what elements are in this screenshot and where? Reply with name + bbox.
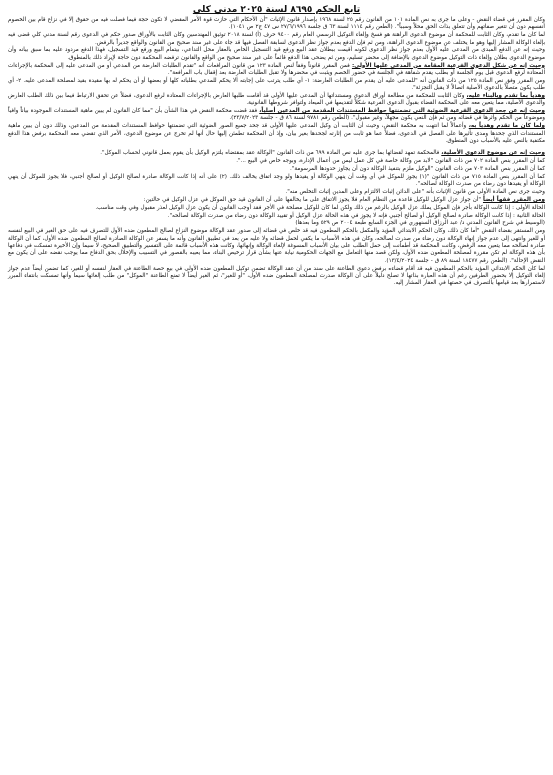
paragraph-text: (الوسيط في شرح القانون المدني د/ عبد الرزاق السنهوري في الجزء السابع طبعة ٢٠٠٤ ص ٥٢٩ وما بعدها) [295,220,545,227]
paragraph-text: وكان الثابت للمحكمة من مطالعة أوراق الدعوى ومستنداتها أن المدعى عليها الأولى قد أقامت طلبها العارض بالإجراءات المعتادة لرفع الدعوى، فضلاً عن تحقق الارتباط فيما بين ذلك الطلب العارض والدعوى الأصلية، مما يتعين معه على المحكمة القضاء بقبول الدعوى الفرعية شكلاً لتقديمها في الميعاد ولتوافر شروطها القانونية. [8,92,545,107]
paragraph [8,189,545,196]
paragraph [8,108,545,123]
paragraph [8,158,545,165]
paragraph-text: فمن المقرر قانوناً وفقاً لنص المادة ١٢٣ من قانون المرافعات أنه "تقدم الطلبات العارضة من المدعي أو من المدعى عليه إلى المحكمة بالإجراءات المعتادة لرفع الدعوى قبل يوم الجلسة أو بطلب يقدم شفاهة في الجلسة في حضور الخصم ويثبت في محضرها ولا تقبل الطلبات العارضة بعد إقفال باب المرافعة". [8,62,545,76]
paragraph [8,197,545,204]
paragraph-heading: ومن المقرر فقهاً أيضاً [482,196,545,203]
paragraph-text: الحالة الأولى : إذا كانت الوكالة بأجر فإن الموكل يملك عزل الوكيل بالرغم من ذلك ولكن لما كان للوكيل مصلحة في الأجر فقد أوجب القانون أن يكون عزل الوكيل لعذر مقبول وفي وقت مناسب. [95,204,545,211]
paragraph-text: فالمحكمة تمهد لقضائها بما جرى عليه نص المادة ٦٩٩ من ذات القانون "الوكالة عقد بمقتضاه يلتزم الوكيل بأن يقوم بعمل قانوني لحساب الموكل". [100,150,442,157]
paragraph-text: وأعمالاً لما انتهت به محكمة النقض، وحيث أن الثابت أن وكيل المدعى عليها الأولى قد جحد جميع الصور الضوئية التي تضمنتها حوافظ المستندات المقدمة من المدعين، وذلك دون أن يبين ماهية المستندات الذي جحدها ومدى تأثيرها على الفصل في الدعوى، فضلاً عما هو ثابت من إثارته لجحدها بغير بيان، وإذ أن المحكمة تطمئن إليها حال أنها لم تخرج عن موضوع الدعوى، الأمر الذي تقضي معه المحكمة برفض هذا الدفع مكتفية بالنص عليه بالأسباب دون المنطوق. [8,123,545,144]
paragraph-heading: وحيث إنه عن جحد الدعوى الفرعية الضوئية التي تضمنتها حوافظ المستندات المقدمة من المدعين أصلياً، [259,108,545,115]
paragraph-text: ومن المقرر وفق نص المادة ١٢٥ من ذات القانون أنه "للمدعى عليه أن يقدم من الطلبات العارضة: ١- أي طلب يترتب على إجابته ألا يحكم للمدعي بطلباته كلها أو بعضها أو أن يحكم له بها مقيدة بقيد لمصلحة المدعى عليه. ٢- أي طلب يكون متصلاً بالدعوى الأصلية اتصالاً لا يقبل التجزئة". [8,77,545,92]
paragraph [8,63,545,78]
paragraph-text: لما كان ما تقدم، وكان الثابت للمحكمة أن موضوع الدعوى الراهنة هو فسخ وإلغاء التوكيل الرسمي العام رقم ٩٤٠٠ حرف (أ) لسنة ٢٠١٨ توثيق المهندسين وكان الثابت بالأوراق صدور حكم في الدعوى رقم لسنة مدني كلي قضى فيه بإلغاء الوكالة المشار إليها وهو ما يختلف عن موضوع الدعوى الراهنة، ومن ثم فإن الدفع بعدم جواز نظر الدعوى لسابقة الفصل فيها قد جاء على غير سند صحيح من القانون والواقع جديراً بالرفض. [8,32,545,46]
paragraph-text: الحالة الثانية : إذا كانت الوكالة صادرة لصالح الوكيل أو لصالح أجنبي فإنه لا يجوز في هذه الحالة عزل الوكيل أو تقييد الوكالة دون رضاء من صدرت الوكالة لصالحه". [167,212,545,219]
paragraph [8,32,545,47]
paragraph-text: وكان المقرر في قضاء النقض - وعلى ما جرى به نص المادة ١٠١ من القانون رقم ٢٥ لسنة ١٩٦٨ بإصدار قانون الإثبات "أن الأحكام التي حازت قوة الأمر المقضي لا تكون حجة فيما فصلت فيه من حقوق إلا في نزاع قام بين الخصوم أنفسهم دون أن تتغير صفاتهم وأن تتعلق بذات الحق محلاً وسبباً". (الطعن رقم ١١١٤ لسنة ٦٣ ق جلسة ٢٧/٦/١٩٩٦ س ٤٧ ج٢ ص ١٠٤١). [8,17,545,31]
paragraph-text: لما كان الحكم الابتدائي المؤيد بالحكم المطعون فيه قد أقام قضاءه برفض دعوى الطاعنة على سند من أن عقد الوكالة تضمن توكيل المطعون ضده الأولى في بيع حصة الطاعنة في العقار لنفسه أو للغير، كما تضمن أيضاً عدم جواز إلغاء التوكيل إلا بحضور الطرفين رغم أن هذه العبارة بذاتها لا تصلح دليلاً على أن الوكالة صدرت لمصلحة المطعون ضده الأول، "أو للغير"، ثم الغير أيضاً لا تمنع الطاعنة "الموكل" من طلب إلغائها سيما وأنها تمسكت بانتفاء المبرر لاستمرارها بعد قيامها بالتصرف في حصتها في العقار المشار إليه. [8,265,545,287]
paragraph [8,17,545,32]
paragraph [8,205,545,212]
paragraph [8,47,545,62]
paragraph [8,228,545,265]
paragraph-heading: ولما كان ما تقدم وهدياً به، [468,123,546,130]
paragraph-text: كما أن المقرر بنص المادة ٧٠٣ من ذات القانون "الوكيل ملزم بتنفيذ الوكالة دون أن يجاوز حدودها المرسومة". [290,166,545,173]
paragraph [8,266,545,288]
paragraph [8,93,545,108]
paragraph [8,166,545,173]
paragraph [8,150,545,157]
paragraph-text: "أن جواز عزل الوكيل للوكيل قاعدة من النظام العام فلا يجوز الاتفاق على ما يخالفها على أن القانون قيد حق الموكل في عزل الوكيل في حالتين: [143,196,483,203]
paragraph-heading: وحيث إنه عن شكل الدعوى الفرعية المقامة من المدعى عليها الأولى: [351,62,545,69]
paragraph [8,174,545,189]
paragraph-text: وحيث إنه عن الدفع المبدى من المدعى عليه الأول بعدم جواز نظر الدعوى لكونه أقيمت ببطلان عقد البيع ورفع قيد التسجيل الخاص بالعقار محل التداعي، بيتمام البيع ورفع قيد التسجيل، فهذا الدفع مردود عليه بما سبق بيانه وأن موضوع الدعوى بطلان وإلغاء ذات التوكيل موضوع الدعوى بالإضافة إلى محضر تسليم، ومن ثم يضحى هذا الدفع قائماً على غير سند صحيح من الواقع والقانون ترفضه المحكمة دون حاجة لإيراد ذلك بالمنطوق. [8,47,545,61]
paragraph-heading: وهدياً بما تقدم وبالبناء عليه، [466,92,545,99]
paragraph-heading: وحيث إنه عن موضوع الدعوى الأصلية، [441,150,545,157]
paragraph-text: كما أن المقرر بنص المادة ٧١٥ من ذات القانون "(١) يجوز للموكل في أي وقت أن ينهي الوكالة أو يقيدها ولو وجد اتفاق يخالف ذلك. (٢) على أنه إذا كانت الوكالة صادرة لصالح الوكيل أو لصالح أجنبي، فلا يجوز للموكل أن ينهي الوكالة أو يقيدها دون رضاء من صدرت الوكالة لصالحه". [8,173,545,188]
paragraph-text: فقد قضت محكمة النقض في هذا الشأن بأن "مما كان القانون لم يبين ماهية المستندات الموجودة بياناً وافياً وموضوعاً من الحكم وأثرها في قضائه ومن ثم فإن النعي يكون مجهلاً، وغير مقبول". (الطعن رقم ٩٧٨١ لسنة ٨٦ ق - جلسة ٢٣/٧/٢٠٢٣). [8,108,545,122]
paragraph-text: كما أن المقرر بنص المادة ٧٠٢ من ذات القانون "لابد من وكالة خاصة في كل عمل ليس من أعمال الإدارة، وبوجه خاص في البيع ...". [236,158,545,165]
paragraph-text: وحيث جرى نص المادة الأولى من قانون الإثبات بأنه "على الدائن إثبات الالتزام وعلى المدين إثبات التخلص منه". [285,189,545,196]
paragraph [8,213,545,220]
paragraph-text: ومن المستقر بقضاء النقض "أما كان ذلك، وكان الحكم الابتدائي المؤيد والمكمل بالحكم المطعون فيه قد خلص في قضائه إلى صدور عقد الوكالة موضوع النزاع لصالح المطعون ضده الأول للتصرف فيه على حق الغير في البيع لنفسه أو للغير وانتهى إلى عدم جواز إنهاء الوكالة دون رضاء من صدرت لصالحه، وكان في هذه الأسباب ما يكفي لحمل قضائه ولا عليه من بعد في تطبيق القانون وأنه ما يسفر عن الوكالة الصادرة لصالح المطعون ضده الأول، كما أن الوكالة صادرة لصالحه مما يتعين معه الرفض، وكانت المحكمة قد أطمأنت إلى حمل الطلب على بيان الأسباب المسوغة لإلغاء الوكالة وإنهائها، وكانت هذه الأسباب قائمة على التفسير والتطبيق الصحيح، لا سيما وإن الأخيرة تمسكت في دفاعها بأن هذه الوكالة لم تكن مقررة لمصلحة المطعون ضده الأول، ولكن قصد منها التعامل مع الجهات الحكومية نيابة عنها بشأن قرار ترخيص البناء، مما يعيبه بالقصور في التسبيب والإخلال بحق الدفاع مما يوجب نقضه على أن يكون مع النقض الإحالة". (الطعن رقم ١٨٤٧٧ لسنة ٨٩ ق - جلسة ١٣/٤/٢٠٢٤). [8,228,545,264]
document-body [8,17,545,288]
paragraph [8,78,545,93]
page-title: تابع الحكم ٨٦٩٥ لسنة ٢٠٢٥ مدني كلي [192,5,361,15]
paragraph [8,220,545,227]
paragraph [8,123,545,145]
